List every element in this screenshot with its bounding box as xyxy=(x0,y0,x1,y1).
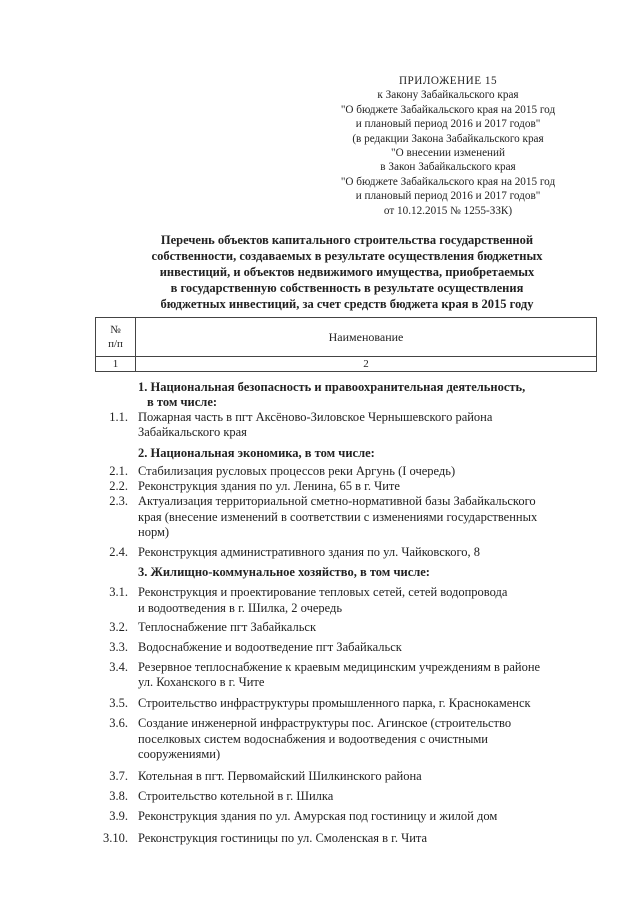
row-number: 3.8. xyxy=(109,789,128,803)
row-number: 3.1. xyxy=(109,585,128,599)
row-text: Строительство инфраструктуры промышленного парка, г. Краснокаменск xyxy=(138,696,531,710)
row-text: сооружениями) xyxy=(138,747,221,761)
row-text: 1. Национальная безопасность и правоохранительная деятельность, xyxy=(138,380,526,394)
row-number: 3.6. xyxy=(109,716,128,730)
row-number: 3.2. xyxy=(109,620,128,634)
appendix-line: к Закону Забайкальского края xyxy=(377,89,519,102)
row-text: Забайкальского края xyxy=(138,425,247,439)
row-number: 3.7. xyxy=(109,769,128,783)
row-text: Котельная в пгт. Первомайский Шилкинского района xyxy=(138,769,422,783)
appendix-line: "О бюджете Забайкальского края на 2015 год xyxy=(340,103,556,116)
title-line: Перечень объектов капитального строительства государственной xyxy=(160,233,534,247)
title-line: бюджетных инвестиций, за счет средств бюджета края в 2015 году xyxy=(160,297,534,311)
appendix-block xyxy=(298,74,598,218)
name-column-header: Наименование xyxy=(136,318,597,357)
row-text: Создание инженерной инфраструктуры пос. Агинское (строительство xyxy=(138,716,512,730)
row-number: 2.3. xyxy=(109,494,128,508)
row-text: поселковых систем водоснабжения и водоотведения с очистными xyxy=(138,732,488,746)
row-text: Строительство котельной в г. Шилка xyxy=(138,789,334,803)
appendix-line: в Закон Забайкальского края xyxy=(380,161,516,174)
row-text: норм) xyxy=(138,525,170,539)
appendix-line: (в редакции Закона Забайкальского края xyxy=(352,132,544,145)
appendix-title: ПРИЛОЖЕНИЕ 15 xyxy=(398,75,498,87)
row-text: Реконструкция гостиницы по ул. Смоленская в г. Чита xyxy=(138,831,428,845)
row-text: Водоснабжение и водоотведение пгт Забайкальск xyxy=(138,640,402,654)
row-text: Реконструкция и проектирование тепловых сетей, сетей водопровода xyxy=(138,585,508,599)
row-number: 2.4. xyxy=(109,545,128,559)
title-line: инвестиций, и объектов недвижимого имущества, приобретаемых xyxy=(159,265,535,279)
title-line: в государственную собственность в результате осуществления xyxy=(170,281,524,295)
row-text: 3. Жилищно-коммунальное хозяйство, в том числе: xyxy=(138,565,430,579)
row-number: 3.9. xyxy=(109,809,128,823)
number-column-header: № п/п xyxy=(96,318,136,357)
title-line: собственности, создаваемых в результате осуществления бюджетных xyxy=(151,249,543,263)
row-text: Актуализация территориальной сметно-нормативной базы Забайкальского xyxy=(138,494,536,508)
row-number: 3.10. xyxy=(103,831,128,845)
appendix-line: и плановый период 2016 и 2017 годов" xyxy=(355,118,541,131)
row-text: Реконструкция здания по ул. Ленина, 65 в г. Чите xyxy=(138,479,400,493)
row-text: Стабилизация русловых процессов реки Аргунь (I очередь) xyxy=(138,464,456,478)
row-number: 1.1. xyxy=(109,410,128,424)
appendix-line: от 10.12.2015 № 1255-ЗЗК) xyxy=(383,204,513,217)
document-title xyxy=(92,232,602,312)
row-number: 3.3. xyxy=(109,640,128,654)
row-text: в том числе: xyxy=(147,395,218,409)
row-number: 2.1. xyxy=(109,464,128,478)
row-text: Реконструкция административного здания по ул. Чайковского, 8 xyxy=(138,545,481,559)
row-text: Реконструкция здания по ул. Амурская под гостиницу и жилой дом xyxy=(138,809,498,823)
appendix-line: и плановый период 2016 и 2017 годов" xyxy=(355,190,541,203)
row-text: края (внесение изменений в соответствии с изменениями государственных xyxy=(138,510,538,524)
appendix-line: "О внесении изменений xyxy=(391,147,505,160)
row-number: 3.5. xyxy=(109,696,128,710)
row-text: Резервное теплоснабжение к краевым медицинским учреждениям в районе xyxy=(138,660,541,674)
column-index-2: 2 xyxy=(136,357,597,372)
row-number: 3.4. xyxy=(109,660,128,674)
table-header xyxy=(95,317,597,372)
row-text: и водоотведения в г. Шилка, 2 очередь xyxy=(138,601,343,615)
row-number: 2.2. xyxy=(109,479,128,493)
row-text: Теплоснабжение пгт Забайкальск xyxy=(138,620,317,634)
row-text: ул. Коханского в г. Чите xyxy=(138,675,265,689)
column-index-1: 1 xyxy=(96,357,136,372)
row-text: Пожарная часть в пгт Аксёново-Зиловское Чернышевского района xyxy=(138,410,493,424)
row-text: 2. Национальная экономика, в том числе: xyxy=(138,446,375,460)
appendix-line: "О бюджете Забайкальского края на 2015 год xyxy=(340,175,556,188)
